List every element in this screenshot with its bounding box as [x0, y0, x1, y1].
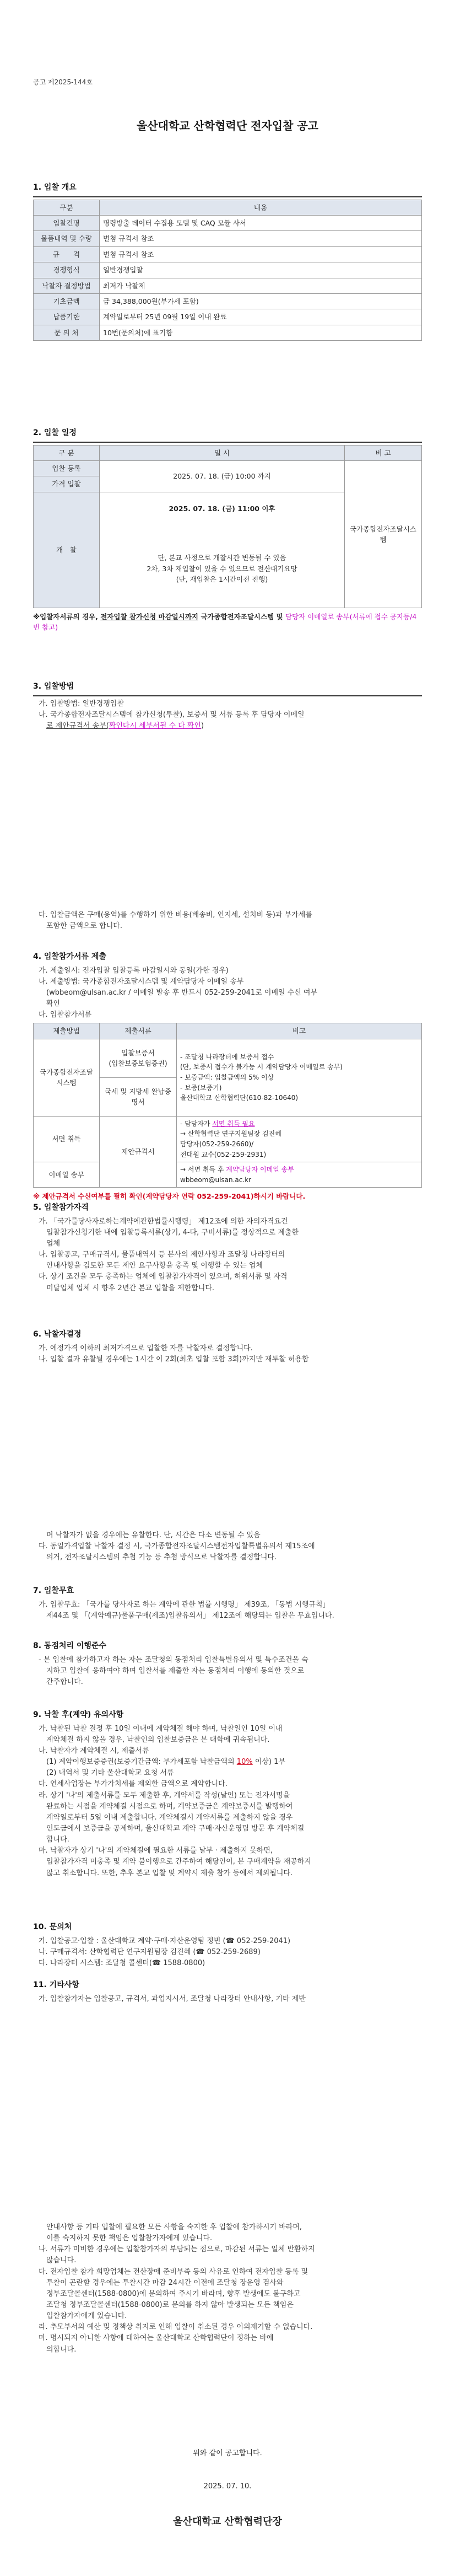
paragraph: 입찰참가자격 미충족 및 계약 불이행으로 간주하여 해당인이, 본 구매계약을 재공하지 — [46, 1858, 311, 1866]
section-title: 8. 동점처리 이행준수 — [33, 1641, 106, 1650]
overview-table — [33, 200, 422, 341]
table-row — [34, 1039, 422, 1077]
schedule-table — [33, 445, 422, 608]
paragraph: 나. 서류가 미비한 경우에는 입찰참가자의 부담되는 점으로, 마감된 서류는 일체 반환하지 — [39, 2245, 315, 2254]
documents-footnote: ※ 제안규격서 수신여부를 필히 확인(계약담당자 연락 052-259-2041)하시기 바랍니다. — [33, 1192, 306, 1201]
row-label: 납품기한 — [34, 309, 100, 325]
row-value: 2025. 07. 18. (금) 10:00 까지 — [100, 461, 345, 492]
paragraph: 라. 추모부서의 예산 및 정책상 취지로 인해 입찰이 취소된 경우 이의제기할 수 없습니다. — [39, 2323, 313, 2332]
paragraph: 미달업체 업체 시 향후 2년간 본교 입찰을 제한합니다. — [46, 1284, 215, 1292]
bid-date: 2025. 07. 18. (금) 11:00 이후 — [169, 504, 275, 513]
table-row — [34, 262, 422, 278]
row-value: 금 34,388,000원(부가세 포함) — [100, 293, 422, 309]
row-label: 가격 입찰 — [34, 476, 100, 492]
row-doc: 입찰보증서 (입찰보증보험증권) — [100, 1039, 177, 1077]
table-row — [34, 325, 422, 340]
paragraph: 며 낙찰자가 없을 경우에는 유찰한다. 단, 시간은 다소 변동될 수 있음 — [46, 1531, 261, 1539]
paragraph: 나. 제출방법: 국가종합전자조달시스템 및 계약담당자 이메일 송부 — [39, 977, 244, 986]
row-label: 문 의 처 — [34, 325, 100, 340]
row-doc: 국세 및 지방세 완납증명서 — [100, 1077, 177, 1116]
paragraph: 가. 「국가를당사자로하는계약에관한법률시행령」 제12조에 의한 자의자격요건 — [39, 1217, 288, 1226]
paragraph: 않고 취소합니다. 또한, 추후 본교 입찰 및 계약시 제출 참가 등에서 제외됩니다. — [46, 1869, 293, 1877]
paragraph: 가. 낙찰된 낙찰 결정 후 10일 이내에 계약체결 해야 하며, 낙찰일인 10일 이내 — [39, 1724, 283, 1733]
section-title: 9. 낙찰 후(계약) 유의사항 — [33, 1710, 124, 1719]
table-header: 내용 — [100, 200, 422, 215]
row-value — [100, 492, 345, 608]
section-title: 11. 기타사항 — [33, 1981, 79, 1989]
table-header: 일 시 — [100, 445, 345, 460]
section-award-end — [33, 1530, 422, 1563]
table-header: 제출서류 — [100, 1023, 177, 1039]
section-method-end — [33, 910, 422, 932]
paragraph: 이를 숙지하지 못한 책임은 입찰참가자에게 있습니다. — [46, 2234, 213, 2243]
paragraph: 마. 낙찰자가 상기 '나'의 계약체결에 필요한 서류를 날부 · 제출하지 못하면, — [39, 1847, 273, 1855]
row-value: 일반경쟁입찰 — [100, 262, 422, 278]
table-row — [34, 278, 422, 293]
paragraph: 나. 입찰 결과 유찰될 경우에는 1시간 이 2회(최초 입찰 포함 3회)까지만 재투찰 허용함 — [39, 1355, 309, 1364]
section-title: 5. 입찰참가자격 — [33, 1203, 89, 1212]
paragraph: 다. 나라장터 시스템: 조달청 콜센터(☎ 1588-0800) — [39, 1958, 205, 1967]
row-note: 국가종합전자조달시스템 — [345, 461, 422, 608]
paragraph: 안내사항을 검토한 모든 제안 요구사항을 충족 및 이행할 수 있는 업체 — [46, 1262, 263, 1270]
schedule-footnote: ※입찰자서류의 경우, 전자입찰 참가신청 마감일시까지 국가종합전자조달시스템 및 담당자 이메일로 송부(서류에 접수 공지등/4번 참고) — [33, 612, 417, 632]
table-header: 비 고 — [345, 445, 422, 460]
section-title: 10. 문의처 — [33, 1923, 72, 1931]
section-eligibility — [33, 1202, 422, 1294]
row-label: 경쟁형식 — [34, 262, 100, 278]
section-misc-end — [33, 2222, 422, 2355]
paragraph: 지하고 입찰에 응하여야 하며 입찰서를 제출한 자는 동점처리 이행에 동의한 것으로 — [46, 1666, 305, 1675]
row-label: 이메일 송부 — [34, 1162, 100, 1188]
paragraph: 다. 동일가격입찰 낙찰자 결정 시, 국가종합전자조달시스템전자입찰특별유의서 제15조에 — [39, 1542, 315, 1551]
row-label: 규 격 — [34, 246, 100, 262]
paragraph: 완료하는 시점을 계약체결 시점으로 하며, 계약보증금은 계약보증서를 발행하여 — [46, 1802, 293, 1811]
paragraph: (2) 내역서 및 기타 울산대학교 요청 서류 — [46, 1769, 174, 1778]
section-overview — [33, 182, 422, 341]
paragraph: 가. 입찰참가자는 입찰공고, 규격서, 과업지시서, 조달청 나라장터 안내사항, 기타 제반 — [39, 1994, 306, 2003]
paragraph: 업체 — [46, 1239, 61, 1248]
section-documents — [33, 951, 422, 1202]
documents-table — [33, 1023, 422, 1188]
table-header: 비고 — [177, 1023, 422, 1039]
paragraph: 나. 낙찰자가 계약체결 시, 제출서류 — [39, 1746, 149, 1755]
row-label: 서면 취득 — [34, 1116, 100, 1162]
section-schedule — [33, 427, 422, 633]
paragraph: 나. 국가종합전자조달시스템에 참가신청(투찰), 보증서 및 서류 등록 후 담당자 이메일 — [39, 710, 305, 719]
paragraph: 라. 상기 '나'의 제출서류를 모두 제출한 후, 계약서를 작성(날인) 또는 전자서명을 — [39, 1791, 290, 1800]
paragraph: 계약체결 하지 않을 경우, 낙찰인의 입찰보증금은 본 대학에 귀속됩니다. — [46, 1735, 270, 1744]
paragraph: 의거, 전자조달시스템의 추첨 기능 등 추첨 방식으로 낙찰자를 결정합니다. — [46, 1553, 277, 1562]
table-row — [34, 1162, 422, 1188]
table-row — [34, 293, 422, 309]
paragraph: 제44조 및 「(계약예규)물품구매(제조)입찰유의서」 제12조에 해당되는 입찰은 무효입니다. — [46, 1611, 334, 1620]
table-header: 구분 — [34, 200, 100, 215]
table-row — [34, 231, 422, 246]
paragraph: 가. 입찰공고·입찰 : 울산대학교 계약·구매·자산운영팀 정빈 (☎ 052-259-2041) — [39, 1936, 291, 1945]
table-row — [34, 216, 422, 231]
closing-date: 2025. 07. 10. — [203, 2482, 252, 2491]
paragraph: 않습니다. — [46, 2256, 77, 2265]
row-value: 최저가 낙찰제 — [100, 278, 422, 293]
section-title: 4. 입찰참가서류 제출 — [33, 952, 106, 961]
row-label: 기초금액 — [34, 293, 100, 309]
section-method — [33, 681, 422, 732]
closing-statement: 위와 같이 공고합니다. — [193, 2449, 262, 2457]
table-header: 제출방법 — [34, 1023, 100, 1039]
paragraph: (1) 계약이행보증증권(보증기간금액: 부가세포함 낙찰금액의 10% 이상) 1부 — [46, 1758, 285, 1767]
row-value: 계약일로부터 25년 09월 19일 이내 완료 — [100, 309, 422, 325]
section-misc — [33, 1979, 422, 2005]
paragraph: 포함한 금액으로 합니다. — [46, 922, 122, 931]
paragraph: 확인 — [46, 1000, 61, 1008]
bid-note: 단, 본교 사정으로 개찰시간 변동될 수 있음 — [158, 554, 286, 562]
row-value: 별첨 규격서 참조 — [100, 231, 422, 246]
paragraph: 마. 명시되지 아니한 사항에 대하여는 울산대학교 산학협력단이 정하는 바에 — [39, 2334, 274, 2343]
paragraph: 나. 입찰공고, 구매규격서, 물품내역서 등 본사의 제안사항과 조달청 나라장터의 — [39, 1251, 285, 1259]
page-title: 울산대학교 산학협력단 전자입찰 공고 — [136, 119, 318, 132]
paragraph: 입찰참가자에게 있습니다. — [46, 2312, 127, 2321]
section-title: 3. 입찰방법 — [33, 682, 74, 691]
paragraph: 로 제안규격서 송부(확인다시 세부서될 수 다 확인) — [46, 721, 204, 730]
paragraph: 다. 상기 조건을 모두 충족하는 업체에 입찰참가자격이 있으며, 허위서류 및 자격 — [39, 1273, 288, 1281]
row-label: 입찰 등록 — [34, 461, 100, 476]
row-value: 10번(문의처)에 표기함 — [100, 325, 422, 340]
section-rule — [33, 695, 422, 696]
row-label: 입찰건명 — [34, 216, 100, 231]
section-contact — [33, 1922, 422, 1969]
paragraph: 의합니다. — [46, 2345, 77, 2354]
section-invalid — [33, 1585, 422, 1622]
paragraph: 조달청 정부조달콜센터(1588-0800)로 문의를 하지 않아 발생되는 모든 책임은 — [46, 2300, 294, 2309]
bid-note: (단, 재입찰은 1시간이전 진행) — [176, 575, 268, 583]
section-title: 7. 입찰무효 — [33, 1586, 74, 1595]
bid-note: 2차, 3차 재입찰이 있을 수 있으므로 전산대기요망 — [147, 564, 297, 573]
paragraph: 인도금에서 보증금을 공제하며, 울산대학교 계약 구매·자산운영팀 방문 후 계약체결 — [46, 1824, 305, 1833]
paragraph: 간주합니다. — [46, 1677, 83, 1686]
paragraph: 합니다. — [46, 1836, 69, 1844]
row-doc: 제안규격서 — [100, 1116, 177, 1188]
section-title: 6. 낙찰자결정 — [33, 1330, 82, 1339]
row-label: 낙찰자 결정방법 — [34, 278, 100, 293]
paragraph: 가. 예정가격 이하의 최저가격으로 입찰한 자를 낙찰자로 결정합니다. — [39, 1344, 253, 1353]
row-note: - 조달청 나라장터에 보증서 접수 (단, 보증서 접수가 불가능 시 계약담당자 이메일로 송부) - 보증금액: 입찰금액의 5% 이상 - 보증(보증기) 울산대학교 산학협력단(610-82-10640) — [177, 1039, 422, 1116]
paragraph: 가. 제출일시: 전자입찰 입찰등록 마감일시와 동일(가한 경우) — [39, 966, 229, 975]
notice-number: 공고 제2025-144호 — [33, 78, 93, 86]
paragraph: 다. 연세사업장는 부가가치세를 제외한 금액으로 계약합니다. — [39, 1780, 228, 1789]
paragraph: 안내사항 등 기타 입찰에 필요한 모든 사항을 숙지한 후 입찰에 참가하시기 바라며, — [46, 2223, 302, 2231]
paragraph: 투찰이 곤란할 경우에는 투찰시간 마감 24시간 이전에 조달청 장운영 검사와 — [46, 2278, 284, 2287]
row-note: → 서면 취득 후 계약담당자 이메일 송부 wbbeom@ulsan.ac.kr — [177, 1162, 422, 1188]
section-title: 1. 입찰 개요 — [33, 183, 77, 192]
paragraph: 다. 입찰참가서류 — [39, 1011, 92, 1019]
section-tie — [33, 1640, 422, 1688]
issuer-name: 울산대학교 산학협력단장 — [173, 2516, 282, 2527]
row-label: 물품내역 및 수량 — [34, 231, 100, 246]
table-header: 구 분 — [34, 445, 100, 460]
row-value: 별첨 규격서 참조 — [100, 246, 422, 262]
row-label: 개 찰 — [34, 492, 100, 608]
paragraph: 입찰참가신청기한 내에 입찰등록서류(상기, 4-다, 구비서류)를 정상적으로 제출한 — [46, 1228, 299, 1237]
section-award — [33, 1329, 422, 1365]
paragraph: 다. 전자입찰 참가 희망업체는 전산장애 준비부족 등의 사유로 인하여 전자입찰 등록 및 — [39, 2267, 308, 2276]
paragraph: 나. 구매규격서: 산학협력단 연구지원팀장 김진혜 (☎ 052-259-2689) — [39, 1947, 261, 1956]
table-row — [34, 461, 422, 476]
section-after-award — [33, 1709, 422, 1879]
row-note: - 담당자가 서면 취득 필요 → 산학협력단 연구지원팀장 김진혜 담당자(052-259-2660)/ 전대원 교수(052-259-2931) — [177, 1116, 422, 1162]
paragraph: 정부조달콜센터(1588-0800)에 문의하여 주시기 바라며, 향후 발생에도 불구하고 — [46, 2289, 301, 2298]
row-label: 국가종합전자조달시스템 — [34, 1039, 100, 1116]
row-value: 명령방출 데이터 수집용 모델 및 CAQ 모듈 사서 — [100, 216, 422, 231]
table-row — [34, 246, 422, 262]
paragraph: 계약일로부터 5일 이내 제출합니다. 계약체결시 계약서류를 제출하지 않을 경우 — [46, 1813, 293, 1822]
paragraph: 가. 입찰방법: 일반경쟁입찰 — [39, 699, 124, 708]
table-row — [34, 309, 422, 325]
table-row — [34, 1116, 422, 1162]
paragraph: - 본 입찰에 참가하고자 하는 자는 조달청의 동점처리 입찰특별유의서 및 특수조건을 숙 — [39, 1655, 308, 1664]
section-title: 2. 입찰 일정 — [33, 428, 77, 437]
section-rule — [33, 196, 422, 197]
paragraph: 다. 입찰금액은 구매(용역)를 수행하기 위한 비용(배송비, 인지세, 설치비 등)과 부가세를 — [39, 911, 312, 919]
paragraph: (wbbeom@ulsan.ac.kr / 이메일 발송 후 반드시 052-259-2041로 이메일 수신 여부 — [46, 988, 318, 997]
section-rule — [33, 442, 422, 443]
paragraph: 가. 입찰무효: 「국가를 당사자로 하는 계약에 관한 법률 시행령」 제39조, 「동법 시행규칙」 — [39, 1600, 330, 1609]
